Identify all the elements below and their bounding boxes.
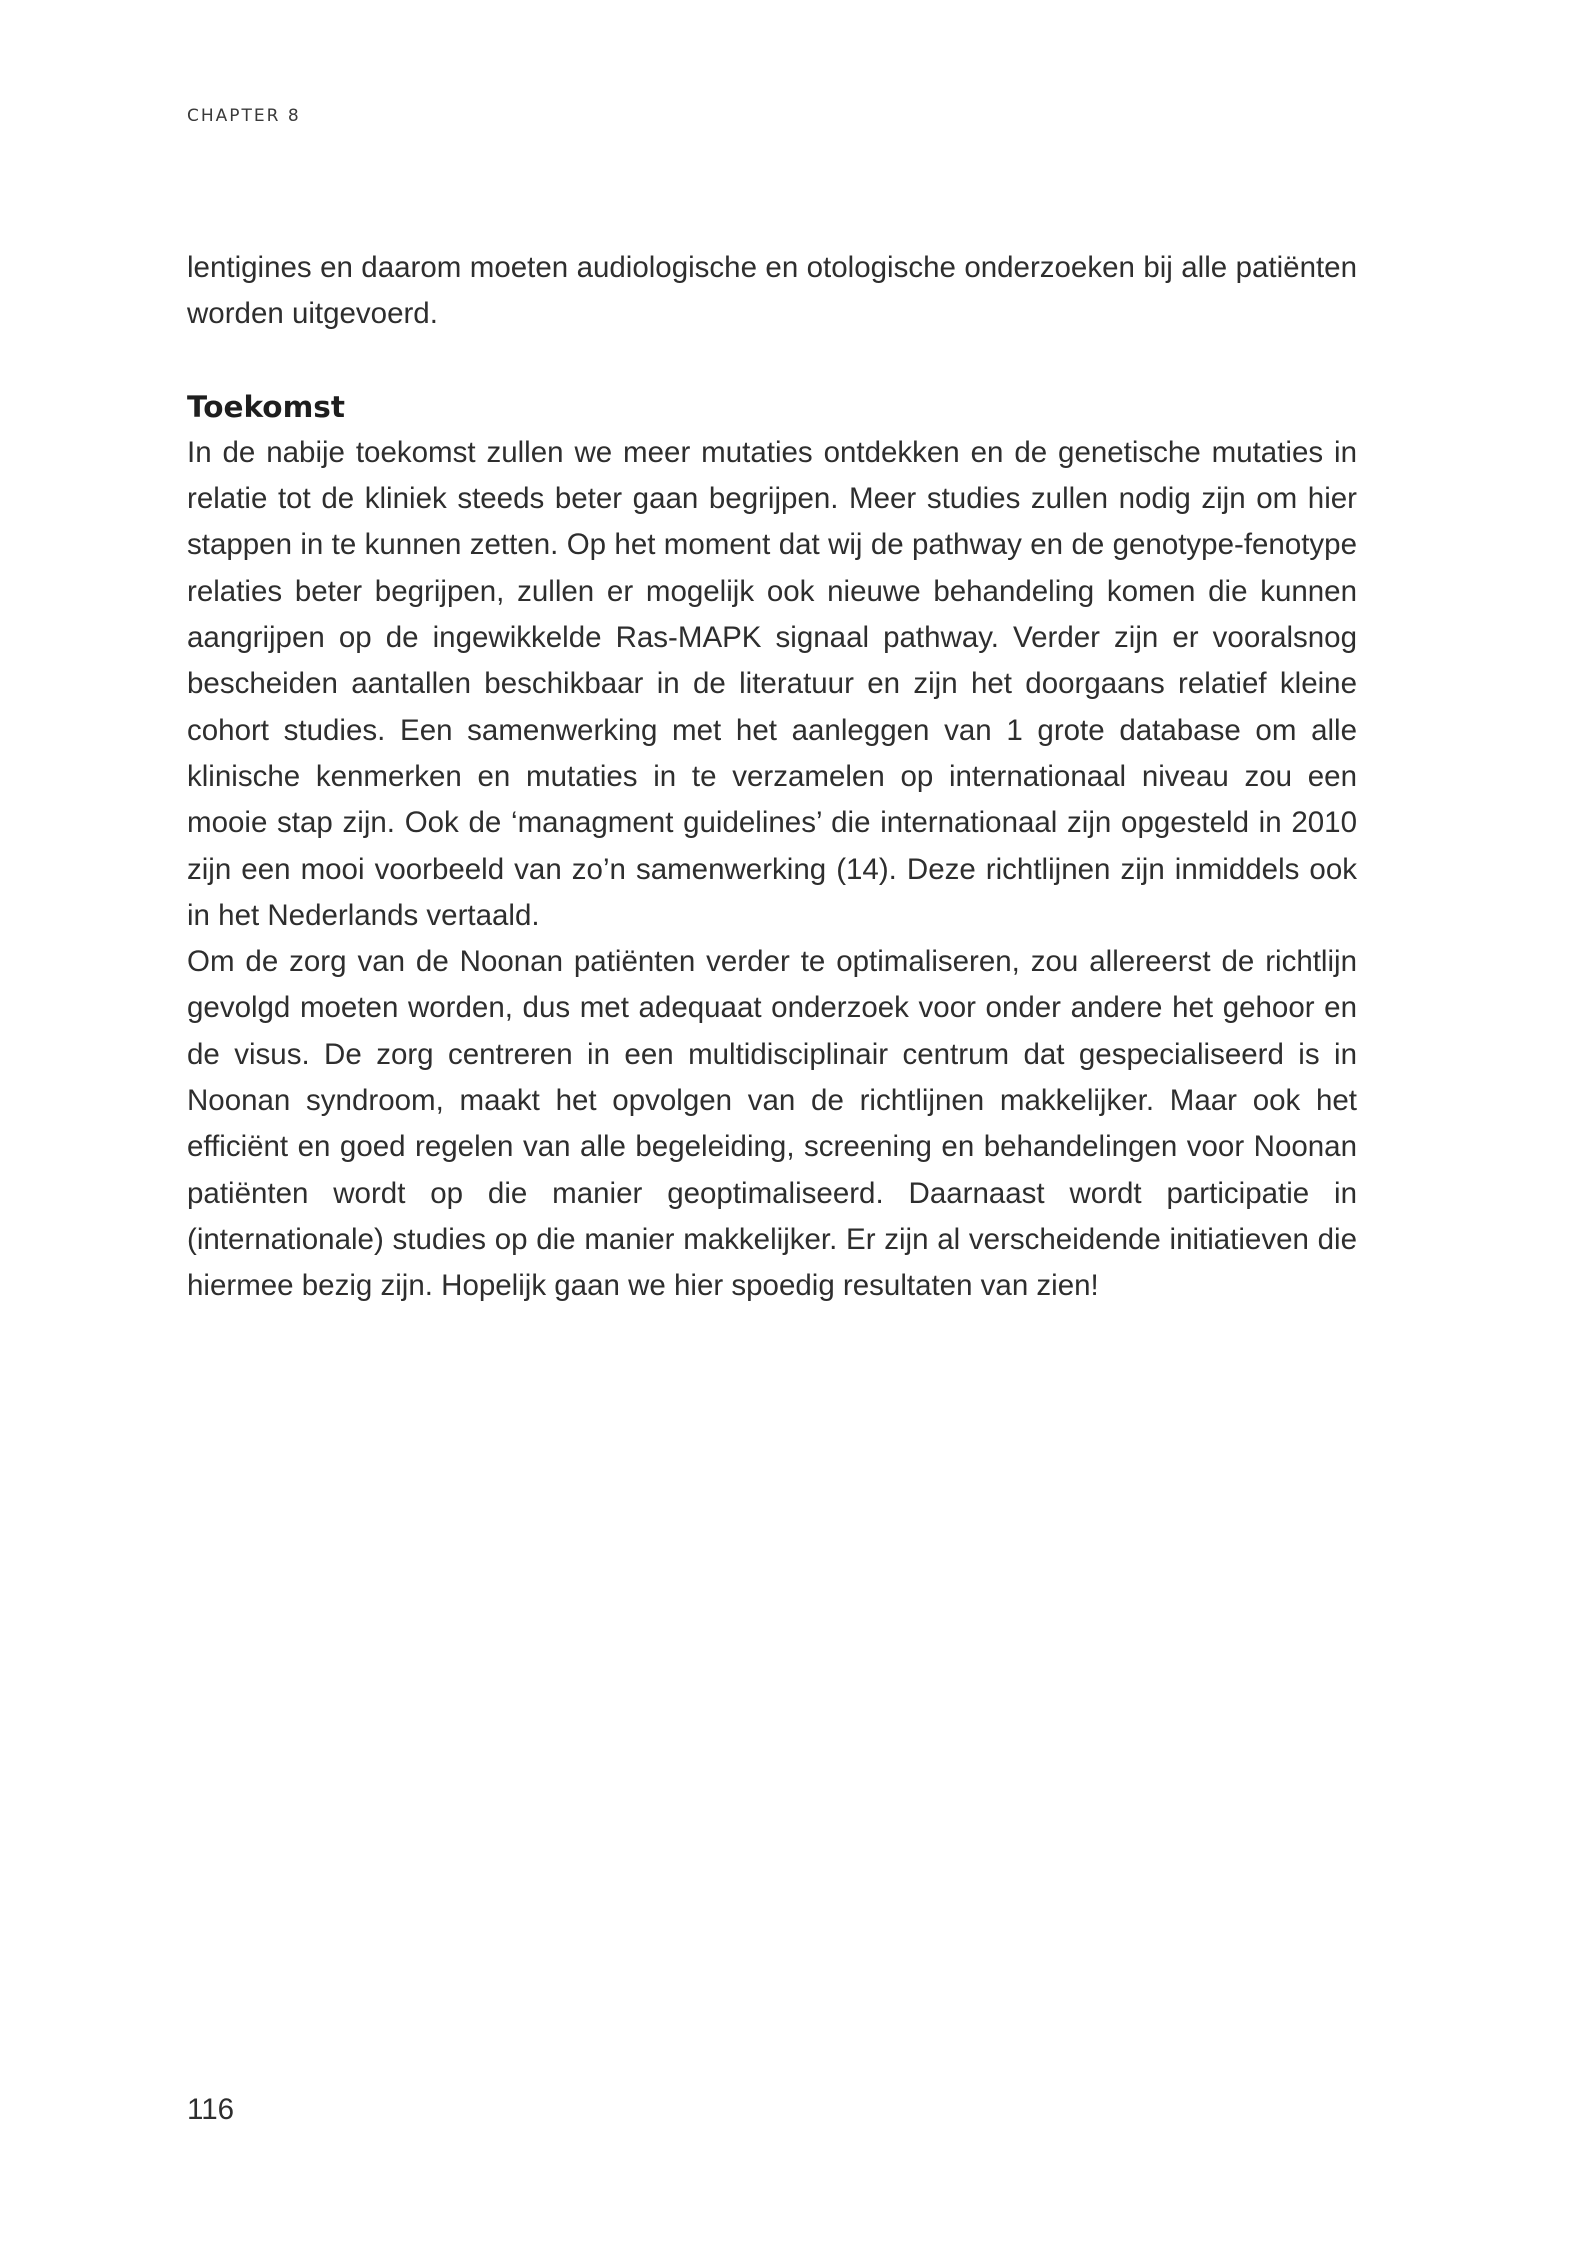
page-number: 116	[187, 2093, 235, 2126]
intro-paragraph: lentigines en daarom moeten audiologische en otologische onderzoeken bij alle patiënten worden uitgevoerd.	[187, 251, 1357, 331]
running-head: CHAPTER 8	[187, 106, 301, 126]
paragraph-future-research: In de nabije toekomst zullen we meer mutaties ontdekken en de genetische mutaties in relatie tot de kliniek steeds beter gaan begrijpen. Meer studies zullen nodig zijn om hier stappen in te kunnen zetten. Op het moment dat wij de pathway en de genotype-fenotype relaties beter begrijpen, zullen er mogelijk ook nieuwe behandeling komen die kunnen aangrijpen op de ingewikkelde Ras-MAPK signaal pathway. Verder zijn er vooralsnog bescheiden aantallen beschikbaar in de literatuur en zijn het doorgaans relatief kleine cohort studies. Een samenwerking met het aanleggen van 1 grote database om alle klinische kenmerken en mutaties in te verzamelen op internationaal niveau zou een mooie stap zijn. Ook de ‘managment guidelines’ die internationaal zijn opgesteld in 2010 zijn een mooi voorbeeld van zo’n samenwerking (14). Deze richtlijnen zijn inmiddels ook in het Nederlands vertaald.	[187, 435, 1357, 932]
body-text	[187, 245, 1357, 1310]
paragraph-care-optimization: Om de zorg van de Noonan patiënten verder te optimaliseren, zou allereerst de richtlijn gevolgd moeten worden, dus met adequaat onderzoek voor onder andere het gehoor en de visus. De zorg centreren in een multidisciplinair centrum dat gespecialiseerd is in Noonan syndroom, maakt het opvolgen van de richtlijnen makkelijker. Maar ook het efficiënt en goed regelen van alle begeleiding, screening en behandelingen voor Noonan patiënten wordt op die manier geoptimaliseerd. Daarnaast wordt participatie in (internationale) studies op die manier makkelijker. Er zijn al verscheidende initiatieven die hiermee bezig zijn. Hopelijk gaan we hier spoedig resultaten van zien!	[187, 945, 1357, 1303]
section-heading: Toekomst	[187, 389, 345, 424]
